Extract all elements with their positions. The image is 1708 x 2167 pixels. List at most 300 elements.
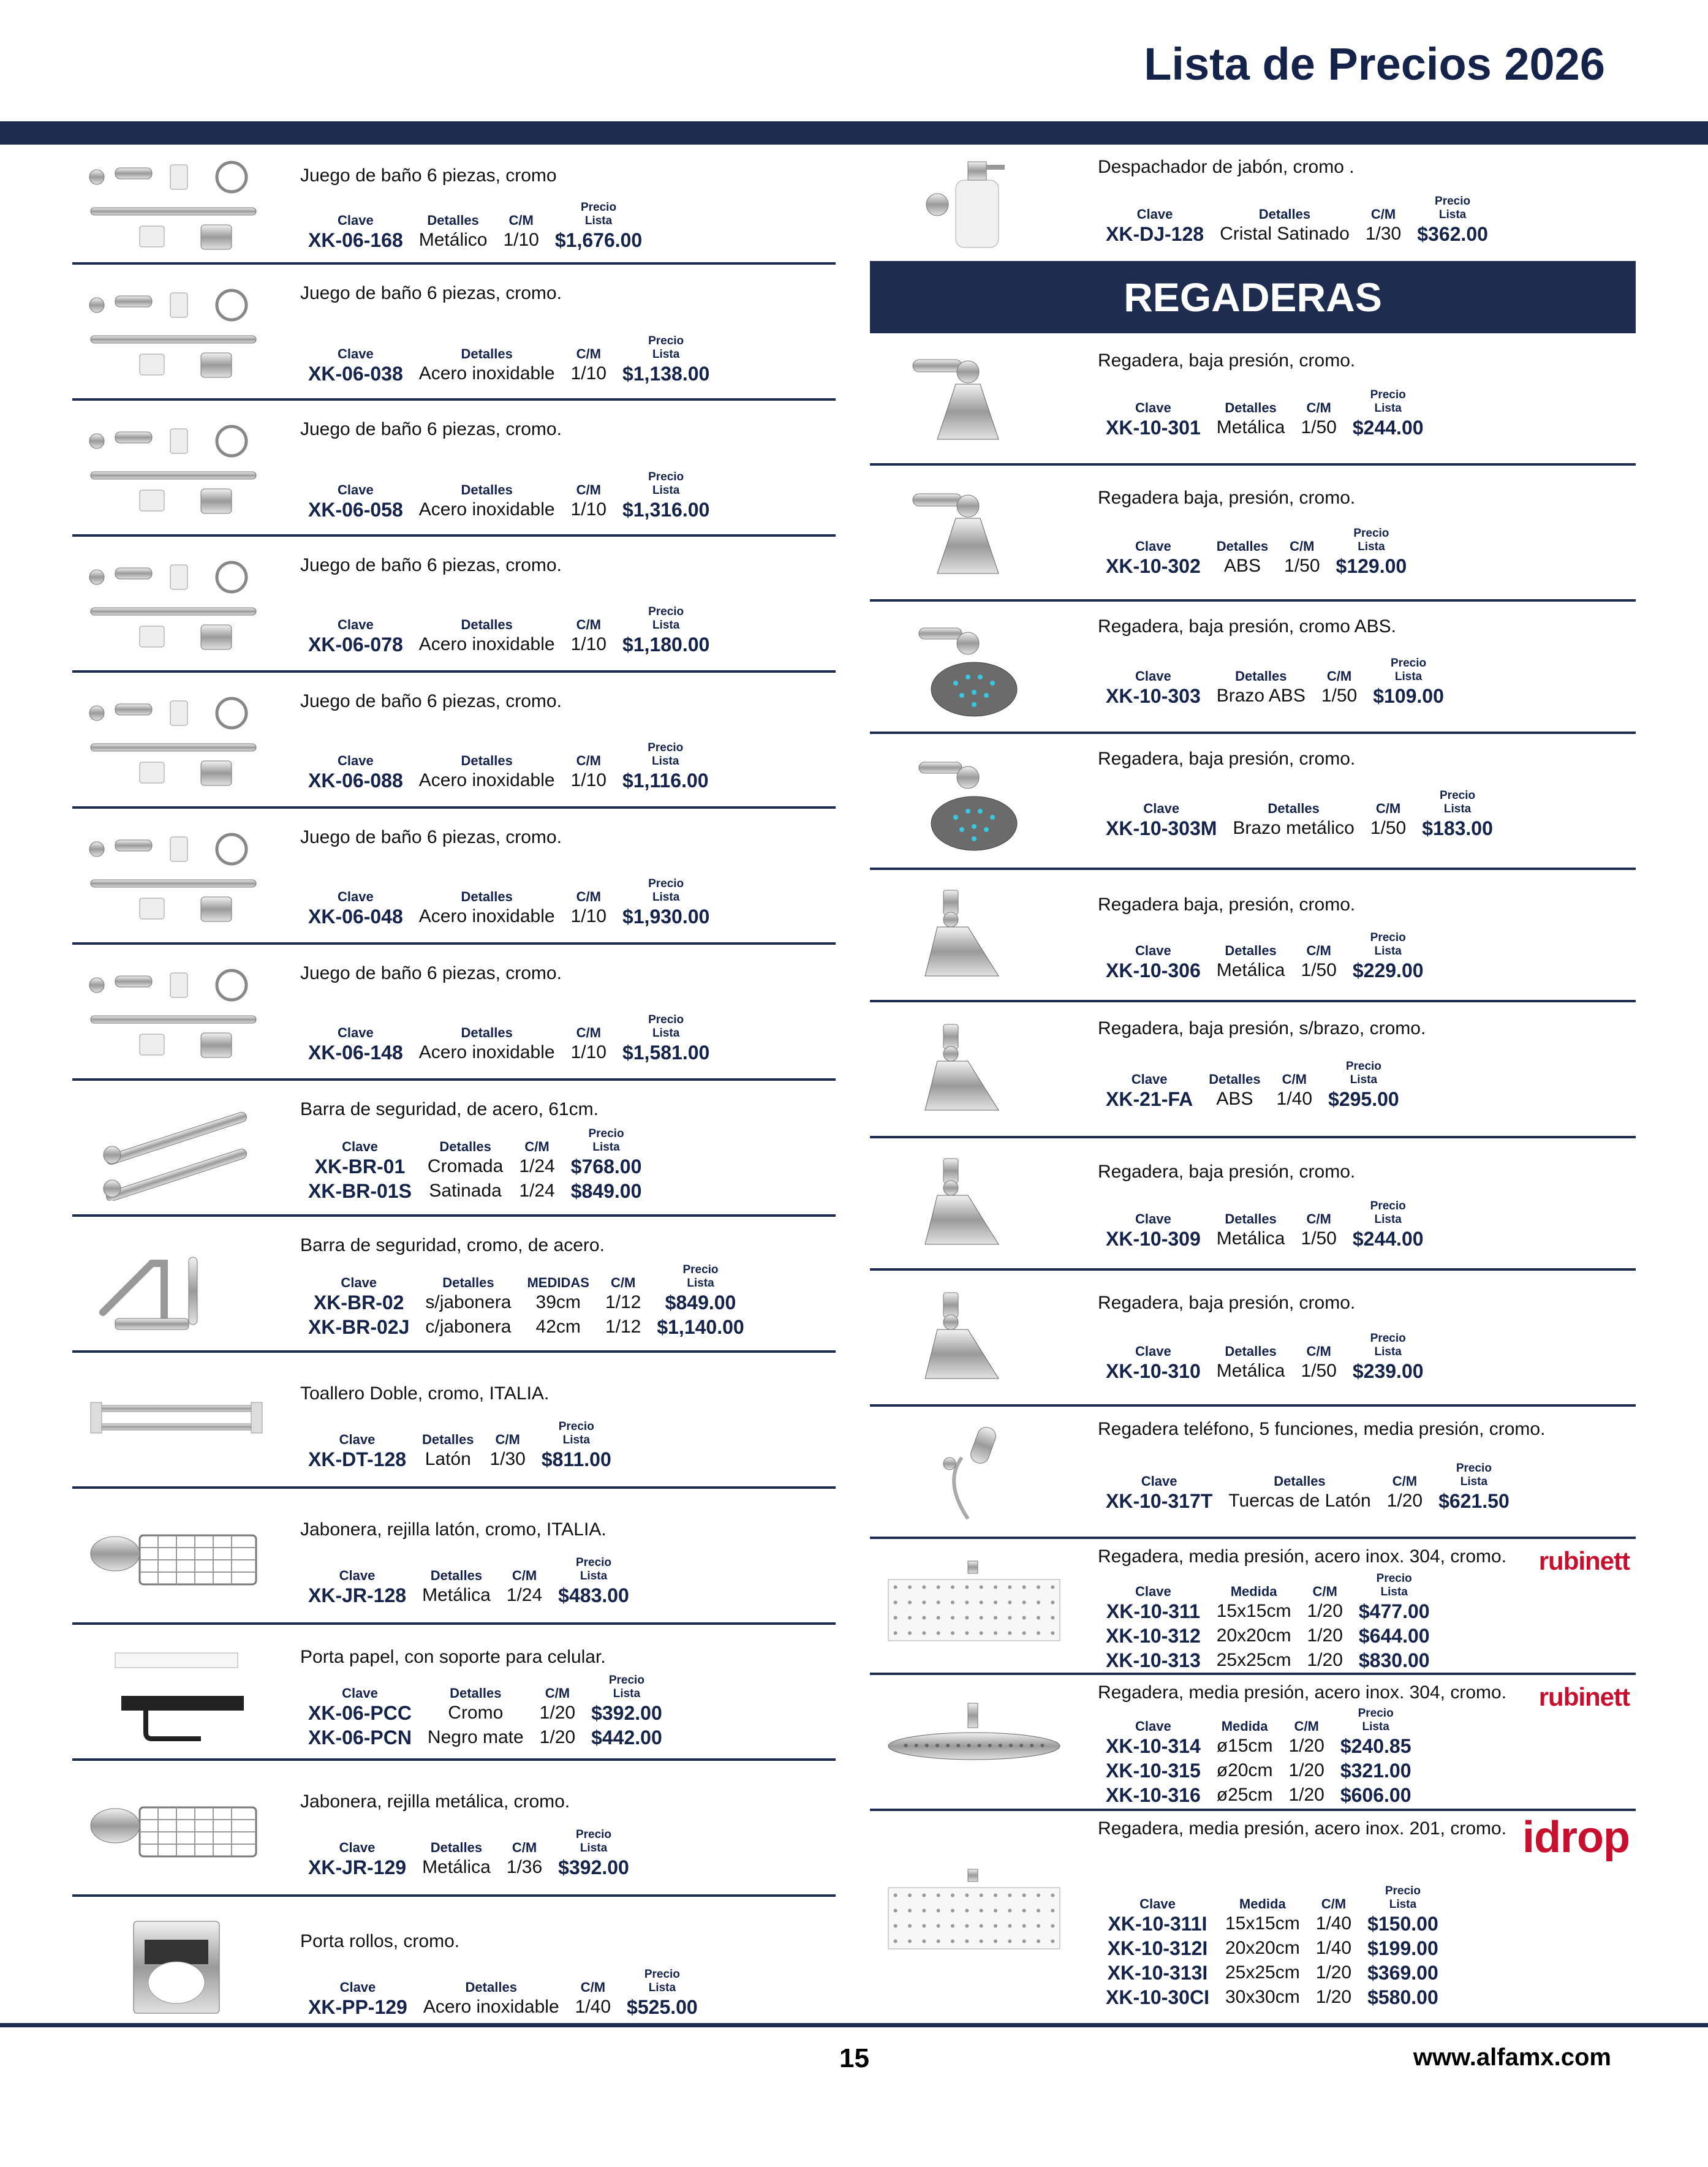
header-detalles: Detalles — [430, 1840, 483, 1855]
bath-set-image — [78, 961, 274, 1065]
square-shower-image — [876, 1863, 1072, 1967]
product-price: $229.00 — [1352, 959, 1424, 981]
header-detalles: Detalles — [439, 1139, 491, 1154]
header-detalles: Detalles — [1225, 1344, 1277, 1359]
product-code: XK-10-301 — [1106, 417, 1201, 439]
shower-head-image — [876, 616, 1072, 720]
header-precio-lista: Precio Lista — [648, 335, 684, 361]
product-entry — [870, 1002, 1636, 1138]
bath-set-image — [78, 553, 274, 657]
hand-shower-image — [876, 1421, 1072, 1525]
table-row — [1098, 816, 1501, 841]
header-clave: Clave — [1131, 1072, 1168, 1087]
product-code: XK-JR-129 — [308, 1856, 407, 1878]
product-cm: 1/20 — [539, 1727, 576, 1747]
price-table — [300, 1263, 752, 1339]
header-clave: Clave — [338, 1025, 374, 1040]
product-code: XK-10-314 — [1106, 1735, 1201, 1757]
table-row — [1098, 415, 1432, 440]
product-description: Regadera, baja presión, cromo. — [1098, 749, 1356, 769]
shower-head-image — [876, 1152, 1072, 1257]
product-cm: 1/20 — [1386, 1491, 1423, 1511]
product-cm: 1/50 — [1321, 686, 1358, 706]
bath-set-image — [78, 417, 274, 521]
product-cm: 1/40 — [1315, 1938, 1352, 1958]
product-description: Juego de baño 6 piezas, cromo. — [300, 283, 562, 303]
product-entry — [870, 1407, 1636, 1539]
price-table — [300, 1968, 706, 2019]
product-details: 20x20cm — [1225, 1938, 1300, 1958]
paper-holder-image — [78, 1641, 274, 1745]
table-row — [1098, 1624, 1438, 1648]
header-precio-lista: Precio Lista — [1345, 1060, 1381, 1086]
product-cm: 1/10 — [570, 770, 606, 790]
product-entry — [72, 1353, 836, 1489]
table-row — [1098, 1783, 1419, 1807]
header-cm: C/M — [1290, 539, 1315, 554]
product-details: 20x20cm — [1216, 1625, 1291, 1646]
header-detalles: Detalles — [461, 346, 513, 361]
product-code: XK-10-303M — [1106, 817, 1217, 839]
product-price: $483.00 — [558, 1584, 629, 1606]
product-entry — [870, 1138, 1636, 1271]
header-detalles: Detalles — [450, 1685, 502, 1701]
product-price: $1,116.00 — [622, 770, 709, 792]
product-entry — [870, 602, 1636, 734]
round-shower-image — [876, 1691, 1072, 1795]
brand-logo-rubinett: rubinett — [1538, 1546, 1630, 1575]
product-details: s/jabonera — [425, 1292, 512, 1312]
product-entry — [72, 809, 836, 945]
product-details: Cromada — [427, 1156, 504, 1176]
header-precio-lista: Precio Lista — [648, 605, 684, 632]
price-table — [300, 1674, 670, 1750]
table-row — [1098, 1227, 1432, 1251]
product-code: XK-BR-01 — [314, 1155, 406, 1178]
product-description: Juego de baño 6 piezas, cromo. — [300, 827, 562, 847]
header-clave: Clave — [338, 889, 374, 904]
table-row — [300, 361, 717, 386]
header-clave: Clave — [1135, 1719, 1171, 1734]
product-code: XK-21-FA — [1106, 1088, 1193, 1110]
product-description: Regadera, baja presión, cromo. — [1098, 1162, 1356, 1182]
product-details: Tuercas de Latón — [1228, 1491, 1371, 1511]
product-details: ABS — [1216, 1089, 1253, 1109]
footer-line — [0, 2023, 1708, 2027]
table-row — [1098, 222, 1496, 246]
product-code: XK-10-311 — [1106, 1600, 1200, 1622]
product-details: ø15cm — [1216, 1736, 1273, 1756]
product-code: XK-10-302 — [1106, 555, 1201, 577]
product-code: XK-10-317T — [1106, 1490, 1213, 1512]
price-table — [300, 471, 717, 522]
header-bar — [0, 121, 1708, 145]
product-code: XK-10-313 — [1106, 1649, 1201, 1671]
product-entry — [72, 1081, 836, 1217]
price-table — [300, 201, 650, 252]
product-entry — [72, 401, 836, 537]
product-code: XK-06-148 — [308, 1042, 403, 1064]
price-table — [1098, 195, 1496, 246]
product-entry — [870, 1271, 1636, 1407]
shower-head-image — [876, 1018, 1072, 1122]
product-details: Satinada — [429, 1181, 502, 1201]
price-table — [1098, 1060, 1407, 1111]
table-row — [300, 1154, 649, 1179]
table-row — [1098, 1087, 1407, 1111]
header-clave: Clave — [341, 1275, 377, 1290]
table-row — [300, 1447, 619, 1472]
price-table — [1098, 1572, 1438, 1673]
price-table — [300, 1828, 637, 1880]
header-medida: Medida — [1230, 1584, 1277, 1599]
product-details: 30x30cm — [1225, 1987, 1300, 2007]
product-entry — [870, 1539, 1636, 1675]
product-cm: 1/40 — [1276, 1089, 1313, 1109]
product-price: $1,316.00 — [622, 499, 710, 521]
header-clave: Clave — [1135, 1211, 1171, 1227]
header-clave: Clave — [339, 1568, 376, 1583]
product-cm: 1/10 — [570, 363, 606, 384]
product-entry — [72, 673, 836, 809]
table-row — [300, 768, 717, 793]
product-details: Metálica — [422, 1857, 491, 1877]
product-entry — [870, 870, 1636, 1002]
header-clave: Clave — [1141, 1473, 1177, 1489]
product-price: $1,581.00 — [622, 1042, 710, 1064]
header-detalles: Detalles — [1235, 668, 1287, 684]
product-entry — [870, 145, 1636, 255]
header-precio-lista: Precio Lista — [648, 471, 684, 497]
product-cm: 1/20 — [1315, 1962, 1352, 1983]
table-row — [300, 1995, 706, 2019]
bath-set-image — [78, 153, 274, 257]
product-description: Juego de baño 6 piezas, cromo. — [300, 963, 562, 983]
product-details: Acero inoxidable — [418, 906, 555, 926]
product-details: Metálica — [1216, 1228, 1285, 1249]
product-code: XK-06-088 — [308, 770, 403, 792]
product-details: Metálica — [1216, 1361, 1285, 1381]
product-description: Barra de seguridad, de acero, 61cm. — [300, 1099, 599, 1119]
product-code: XK-06-168 — [308, 229, 403, 251]
product-cm: 1/50 — [1301, 417, 1337, 437]
product-details: Acero inoxidable — [418, 770, 555, 790]
product-code: XK-06-038 — [308, 363, 403, 385]
shower-head-image — [876, 347, 1072, 452]
product-price: $1,676.00 — [554, 229, 643, 251]
table-row — [1098, 958, 1432, 983]
header-detalles: Detalles — [461, 482, 513, 497]
product-description: Toallero Doble, cromo, ITALIA. — [300, 1383, 550, 1404]
header-detalles: Detalles — [461, 889, 513, 904]
header-cm: C/M — [610, 1275, 636, 1290]
product-cm: 1/20 — [1315, 1987, 1352, 2007]
product-price: $1,930.00 — [622, 906, 710, 928]
page-number: 15 — [839, 2043, 869, 2073]
product-code: XK-JR-128 — [308, 1584, 407, 1606]
header-detalles: Detalles — [1258, 206, 1311, 222]
header-cm: C/M — [576, 889, 601, 904]
header-detalles: Detalles — [427, 213, 479, 228]
header-clave: Clave — [338, 346, 374, 361]
product-price: $1,180.00 — [622, 633, 710, 656]
product-entry — [72, 1217, 836, 1353]
table-row — [300, 632, 717, 657]
header-precio-lista: Precio Lista — [1435, 195, 1471, 221]
product-code: XK-06-058 — [308, 499, 403, 521]
website-url: www.alfamx.com — [1413, 2044, 1611, 2071]
header-precio-lista: Precio Lista — [648, 741, 684, 768]
product-description: Regadera, media presión, acero inox. 201, cromo. — [1098, 1818, 1507, 1839]
product-price: $392.00 — [591, 1702, 662, 1724]
product-price: $199.00 — [1367, 1937, 1438, 1959]
header-clave: Clave — [1135, 1584, 1171, 1599]
price-table — [300, 1556, 637, 1608]
product-size: 39cm — [535, 1292, 581, 1312]
product-code: XK-10-312 — [1106, 1625, 1201, 1647]
header-cm: C/M — [1370, 206, 1396, 222]
product-entry — [870, 734, 1636, 870]
table-row — [300, 1315, 752, 1339]
product-size: 42cm — [535, 1317, 581, 1337]
product-price: $321.00 — [1340, 1760, 1411, 1782]
product-cm: 1/20 — [1307, 1601, 1343, 1621]
product-entry — [870, 333, 1636, 466]
price-table — [1098, 931, 1432, 983]
bath-set-image — [78, 281, 274, 385]
price-table — [1098, 1200, 1432, 1251]
table-row — [300, 228, 650, 252]
header-cm: C/M — [1306, 1344, 1331, 1359]
square-shower-image — [876, 1555, 1072, 1659]
table-row — [1098, 684, 1452, 708]
header-precio-lista: Precio Lista — [1353, 527, 1389, 553]
product-code: XK-06-PCC — [308, 1702, 412, 1724]
table-row — [1098, 1758, 1419, 1783]
product-price: $849.00 — [570, 1180, 642, 1202]
header-medida: Medida — [1221, 1719, 1268, 1734]
product-code: XK-BR-02J — [308, 1316, 410, 1338]
towel-rack-image — [78, 1369, 274, 1473]
table-row — [1098, 1912, 1446, 1936]
product-details: Metálica — [1216, 417, 1285, 437]
safety-bar-image — [78, 1233, 274, 1337]
product-price: $477.00 — [1358, 1600, 1430, 1622]
product-cm: 1/50 — [1284, 556, 1320, 576]
product-price: $849.00 — [665, 1292, 736, 1314]
product-cm: 1/40 — [575, 1997, 611, 2017]
header-clave: Clave — [339, 1840, 376, 1855]
product-price: $109.00 — [1373, 685, 1444, 707]
header-cm: C/M — [1306, 1211, 1331, 1227]
product-code: XK-10-310 — [1106, 1360, 1201, 1382]
header-detalles: Detalles — [461, 753, 513, 768]
header-precio-lista: Precio Lista — [1391, 657, 1427, 683]
header-precio-lista: Precio Lista — [1456, 1462, 1492, 1488]
header-precio-lista: Precio Lista — [558, 1420, 594, 1447]
product-details: 15x15cm — [1216, 1601, 1291, 1621]
product-price: $392.00 — [558, 1856, 629, 1878]
header-cm: C/M — [1321, 1896, 1347, 1912]
product-price: $442.00 — [591, 1726, 662, 1749]
product-price: $525.00 — [627, 1996, 698, 2018]
product-code: XK-PP-129 — [308, 1996, 407, 2018]
price-table — [1098, 1707, 1419, 1807]
header-clave: Clave — [339, 1980, 376, 1995]
price-table — [300, 877, 717, 929]
table-row — [1098, 1936, 1446, 1961]
header-clave: Clave — [1135, 539, 1171, 554]
price-table — [1098, 527, 1415, 578]
price-table — [1098, 1885, 1446, 2010]
brand-logo-idrop: idrop — [1522, 1813, 1630, 1862]
product-details: Acero inoxidable — [418, 1042, 555, 1062]
product-details: Acero inoxidable — [418, 634, 555, 654]
header-detalles: Detalles — [1225, 400, 1277, 415]
price-table — [300, 1127, 649, 1203]
product-entry — [72, 1897, 836, 2038]
product-description: Regadera teléfono, 5 funciones, media presión, cromo. — [1098, 1419, 1546, 1439]
table-row — [1098, 1489, 1517, 1513]
shower-head-image — [876, 884, 1072, 988]
product-price: $244.00 — [1352, 417, 1424, 439]
product-cm: 1/10 — [503, 230, 539, 250]
product-cm: 1/20 — [1288, 1760, 1324, 1780]
header-clave: Clave — [1135, 668, 1171, 684]
product-cm: 1/20 — [1288, 1736, 1324, 1756]
header-cm: C/M — [576, 482, 601, 497]
product-price: $830.00 — [1358, 1649, 1430, 1671]
product-code: XK-10-306 — [1106, 959, 1201, 981]
header-precio-lista: Precio Lista — [682, 1263, 719, 1290]
roll-holder-image — [78, 1915, 274, 2019]
product-cm: 1/36 — [506, 1857, 543, 1877]
header-cm: C/M — [576, 1025, 601, 1040]
table-row — [300, 1040, 717, 1065]
product-description: Juego de baño 6 piezas, cromo. — [300, 691, 562, 711]
table-row — [1098, 554, 1415, 578]
header-clave: Clave — [1135, 943, 1171, 958]
header-cm: C/M — [1282, 1072, 1307, 1087]
header-precio-lista: Precio Lista — [608, 1674, 644, 1700]
table-row — [1098, 1599, 1438, 1624]
header-precio-lista: Precio Lista — [1440, 789, 1476, 815]
price-table — [1098, 789, 1501, 841]
product-price: $621.50 — [1438, 1490, 1510, 1512]
product-price: $606.00 — [1340, 1784, 1411, 1806]
product-code: XK-06-078 — [308, 633, 403, 656]
product-code: XK-10-311I — [1108, 1913, 1207, 1935]
table-row — [1098, 1359, 1432, 1383]
soap-holder-image — [78, 1777, 274, 1881]
product-details: Brazo ABS — [1216, 686, 1306, 706]
product-entry — [72, 537, 836, 673]
product-price: $240.85 — [1340, 1735, 1411, 1757]
price-table — [1098, 388, 1432, 440]
header-precio-lista: Precio Lista — [588, 1127, 624, 1154]
table-row — [1098, 1648, 1438, 1673]
header-cm: C/M — [1312, 1584, 1337, 1599]
product-details: Latón — [425, 1449, 471, 1469]
product-details: ø20cm — [1216, 1760, 1273, 1780]
bath-set-image — [78, 689, 274, 793]
header-clave: Clave — [339, 1432, 376, 1447]
header-precio-lista: Precio Lista — [575, 1556, 612, 1583]
header-cm: C/M — [512, 1840, 537, 1855]
header-precio-lista: Precio Lista — [648, 877, 684, 904]
soap-dispenser-image — [876, 149, 1072, 254]
header-precio-lista: Precio Lista — [1370, 1200, 1406, 1226]
table-row — [300, 1290, 752, 1315]
header-clave: Clave — [1136, 206, 1173, 222]
table-row — [300, 1583, 637, 1608]
product-description: Regadera, baja presión, cromo ABS. — [1098, 616, 1396, 637]
price-table — [1098, 1332, 1432, 1383]
shower-head-image — [876, 750, 1072, 854]
header-precio-lista: Precio Lista — [575, 1828, 612, 1855]
product-description: Despachador de jabón, cromo . — [1098, 157, 1355, 177]
product-description: Porta rollos, cromo. — [300, 1931, 460, 1951]
product-entry — [870, 466, 1636, 602]
product-description: Regadera, baja presión, s/brazo, cromo. — [1098, 1018, 1426, 1038]
price-table — [300, 1013, 717, 1065]
product-description: Jabonera, rejilla metálica, cromo. — [300, 1791, 570, 1812]
shower-head-image — [876, 1287, 1072, 1391]
product-cm: 1/20 — [539, 1703, 576, 1723]
product-code: XK-10-315 — [1106, 1760, 1201, 1782]
product-code: XK-DJ-128 — [1106, 223, 1204, 245]
table-row — [300, 1855, 637, 1880]
product-details: Metálica — [1216, 960, 1285, 980]
product-description: Juego de baño 6 piezas, cromo — [300, 165, 557, 186]
product-cm: 1/50 — [1301, 960, 1337, 980]
header-precio-lista: Precio Lista — [644, 1968, 680, 1994]
table-row — [1098, 1985, 1446, 2010]
header-clave: Clave — [338, 482, 374, 497]
header-detalles: Detalles — [422, 1432, 474, 1447]
header-detalles: Detalles — [461, 1025, 513, 1040]
page-title: Lista de Precios 2026 — [1144, 39, 1605, 89]
header-clave: Clave — [1135, 400, 1171, 415]
header-cm: C/M — [580, 1980, 606, 1995]
product-cm: 1/40 — [1315, 1913, 1352, 1934]
header-clave: Clave — [1143, 801, 1180, 816]
product-code: XK-10-312I — [1107, 1937, 1208, 1959]
product-cm: 1/30 — [1365, 224, 1402, 244]
price-table — [300, 1420, 619, 1472]
product-cm: 1/24 — [519, 1156, 555, 1176]
safety-bar-image — [78, 1097, 274, 1201]
header-cm: C/M — [508, 213, 534, 228]
product-price: $768.00 — [570, 1155, 642, 1178]
header-precio-lista: Precio Lista — [580, 201, 617, 227]
header-cm: C/M — [512, 1568, 537, 1583]
product-cm: 1/20 — [1307, 1625, 1343, 1646]
product-code: XK-10-313I — [1107, 1962, 1208, 1984]
price-table — [1098, 657, 1452, 708]
product-price: $580.00 — [1367, 1986, 1438, 2008]
product-price: $644.00 — [1358, 1625, 1430, 1647]
header-detalles: Detalles — [1274, 1473, 1326, 1489]
product-description: Regadera, media presión, acero inox. 304, cromo. — [1098, 1546, 1507, 1567]
product-cm: 1/10 — [570, 906, 606, 926]
header-precio-lista: Precio Lista — [1358, 1707, 1394, 1733]
product-details: Acero inoxidable — [418, 499, 555, 520]
product-code: XK-06-PCN — [308, 1726, 412, 1749]
product-description: Regadera, baja presión, cromo. — [1098, 1293, 1356, 1313]
header-detalles: Detalles — [1225, 943, 1277, 958]
product-entry — [72, 1625, 836, 1761]
